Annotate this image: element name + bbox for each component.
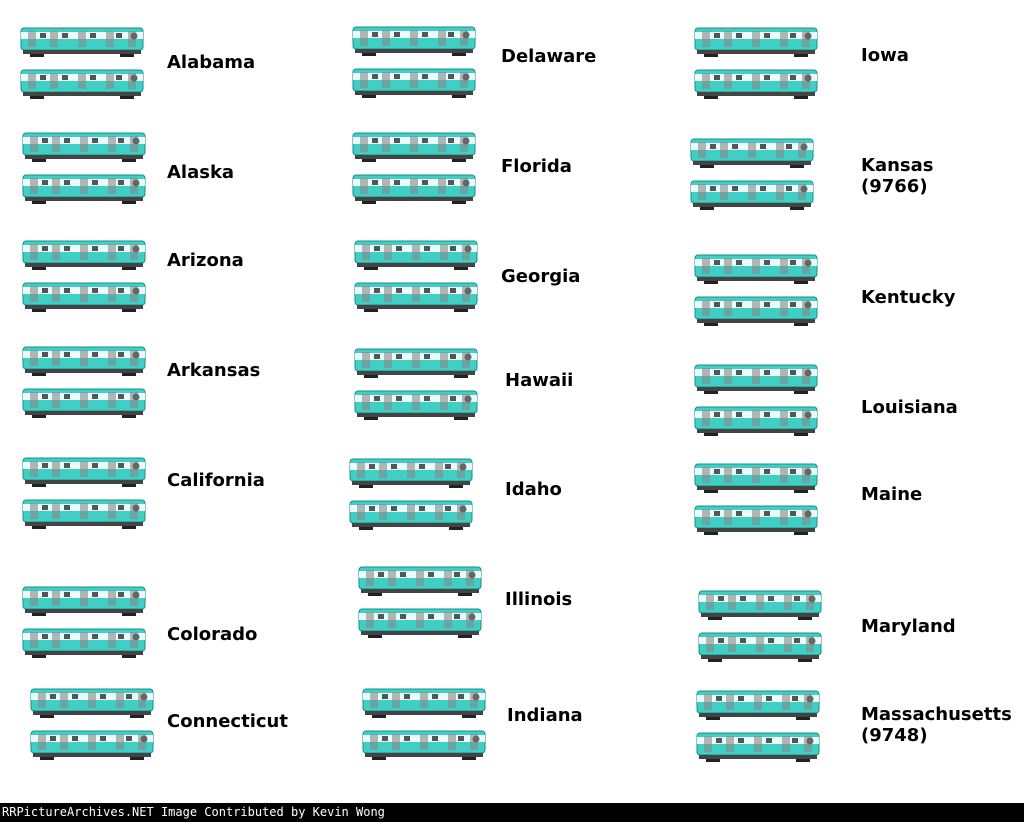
subway-car-icon [352,132,476,162]
state-label: Kentucky [861,287,956,308]
state-label: Maryland [861,616,956,637]
subway-car-icon [30,730,154,760]
state-label: California [167,470,265,491]
subway-car-icon [352,26,476,56]
state-label: Hawaii [505,370,574,391]
subway-car-icon [22,628,146,658]
subway-car-icon [694,505,818,535]
state-label: Indiana [507,705,583,726]
subway-car-icon [22,174,146,204]
subway-car-icon [694,254,818,284]
subway-car-icon [22,586,146,616]
subway-car-icon [694,463,818,493]
subway-car-icon [354,282,478,312]
subway-car-icon [22,457,146,487]
subway-car-icon [352,174,476,204]
state-label: Illinois [505,589,573,610]
subway-car-icon [690,180,814,210]
subway-car-icon [22,282,146,312]
subway-car-icon [694,27,818,57]
state-label: Louisiana [861,397,958,418]
footer-credit: RRPictureArchives.NET Image Contributed by Kevin Wong [0,803,1024,822]
subway-car-icon [22,132,146,162]
state-label: Florida [501,156,572,177]
state-label: Idaho [505,479,562,500]
subway-car-icon [349,458,473,488]
state-label: Arkansas [167,360,261,381]
subway-car-icon [30,688,154,718]
subway-car-icon [20,27,144,57]
subway-car-icon [22,388,146,418]
subway-car-icon [694,296,818,326]
subway-car-icon [696,732,820,762]
state-label: Delaware [501,46,597,67]
state-label: Colorado [167,624,258,645]
subway-car-icon [354,348,478,378]
subway-car-icon [698,632,822,662]
state-label: Massachusetts (9748) [861,704,1012,746]
subway-car-icon [690,138,814,168]
subway-car-icon [22,499,146,529]
state-label: Kansas (9766) [861,155,934,197]
subway-car-icon [698,590,822,620]
state-label: Alaska [167,162,235,183]
subway-car-icon [362,730,486,760]
subway-car-icon [696,690,820,720]
subway-car-icon [354,390,478,420]
state-label: Georgia [501,266,581,287]
subway-car-icon [349,500,473,530]
subway-car-icon [694,69,818,99]
subway-car-icon [22,240,146,270]
subway-car-icon [358,566,482,596]
subway-car-icon [694,406,818,436]
state-label: Alabama [167,52,256,73]
state-label: Arizona [167,250,244,271]
subway-car-icon [362,688,486,718]
subway-car-icon [20,69,144,99]
subway-car-icon [694,364,818,394]
subway-car-icon [352,68,476,98]
subway-car-icon [354,240,478,270]
state-label: Iowa [861,45,909,66]
state-label: Maine [861,484,923,505]
subway-car-icon [358,608,482,638]
state-label: Connecticut [167,711,288,732]
subway-car-icon [22,346,146,376]
